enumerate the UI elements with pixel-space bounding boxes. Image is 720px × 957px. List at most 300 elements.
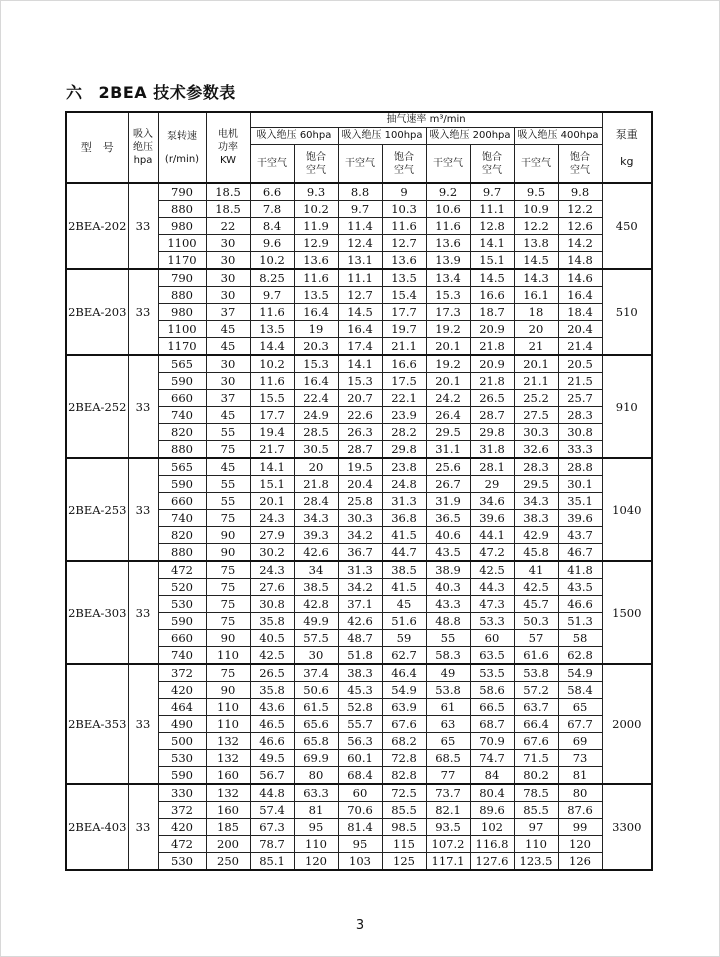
pump-weight: 450 xyxy=(602,183,652,269)
table-cell: 11.6 xyxy=(250,304,294,321)
table-cell: 372 xyxy=(158,664,206,682)
table-cell: 14.4 xyxy=(250,338,294,356)
header-weight: 泵重 kg xyxy=(602,112,652,183)
table-cell: 125 xyxy=(382,853,426,871)
suction-pressure: 33 xyxy=(128,355,158,458)
table-cell: 10.2 xyxy=(250,252,294,270)
table-cell: 75 xyxy=(206,613,250,630)
table-cell: 77 xyxy=(426,767,470,785)
table-cell: 45.8 xyxy=(514,544,558,562)
table-cell: 472 xyxy=(158,561,206,579)
table-cell: 22.1 xyxy=(382,390,426,407)
table-cell: 590 xyxy=(158,767,206,785)
table-cell: 37 xyxy=(206,304,250,321)
table-cell: 43.7 xyxy=(558,527,602,544)
table-cell: 21.8 xyxy=(294,476,338,493)
table-cell: 28.7 xyxy=(470,407,514,424)
table-cell: 26.7 xyxy=(426,476,470,493)
table-cell: 55.7 xyxy=(338,716,382,733)
table-cell: 27.9 xyxy=(250,527,294,544)
table-cell: 39.6 xyxy=(470,510,514,527)
model-name: 2BEA-403 xyxy=(66,784,128,870)
table-cell: 26.5 xyxy=(470,390,514,407)
table-cell: 51.3 xyxy=(558,613,602,630)
table-cell: 46.7 xyxy=(558,544,602,562)
table-cell: 14.5 xyxy=(338,304,382,321)
table-cell: 23.8 xyxy=(382,458,426,476)
table-cell: 81.4 xyxy=(338,819,382,836)
table-cell: 55 xyxy=(206,424,250,441)
table-cell: 490 xyxy=(158,716,206,733)
table-cell: 15.3 xyxy=(294,355,338,373)
table-cell: 16.1 xyxy=(514,287,558,304)
table-cell: 30 xyxy=(206,373,250,390)
table-cell: 24.9 xyxy=(294,407,338,424)
table-cell: 41.5 xyxy=(382,579,426,596)
table-cell: 22.6 xyxy=(338,407,382,424)
table-cell: 110 xyxy=(206,716,250,733)
table-cell: 85.5 xyxy=(514,802,558,819)
section-number: 六 xyxy=(66,83,83,102)
table-cell: 820 xyxy=(158,527,206,544)
table-cell: 60.1 xyxy=(338,750,382,767)
table-cell: 21.1 xyxy=(514,373,558,390)
table-cell: 880 xyxy=(158,441,206,459)
table-cell: 45 xyxy=(206,338,250,356)
table-cell: 58.6 xyxy=(470,682,514,699)
table-cell: 44.1 xyxy=(470,527,514,544)
table-cell: 34.2 xyxy=(338,527,382,544)
table-cell: 63.5 xyxy=(470,647,514,665)
table-cell: 44.8 xyxy=(250,784,294,802)
table-cell: 160 xyxy=(206,802,250,819)
table-cell: 21.1 xyxy=(382,338,426,356)
table-cell: 9.3 xyxy=(294,183,338,201)
table-cell: 110 xyxy=(206,647,250,665)
table-cell: 41.5 xyxy=(382,527,426,544)
table-cell: 18.4 xyxy=(558,304,602,321)
table-cell: 65.6 xyxy=(294,716,338,733)
table-cell: 59 xyxy=(382,630,426,647)
table-cell: 14.5 xyxy=(470,269,514,287)
table-cell: 57.5 xyxy=(294,630,338,647)
table-cell: 12.2 xyxy=(514,218,558,235)
page-number: 3 xyxy=(355,918,365,933)
table-cell: 28.4 xyxy=(294,493,338,510)
table-cell: 980 xyxy=(158,304,206,321)
table-cell: 56.7 xyxy=(250,767,294,785)
table-cell: 520 xyxy=(158,579,206,596)
table-cell: 45 xyxy=(382,596,426,613)
table-cell: 95 xyxy=(294,819,338,836)
table-cell: 102 xyxy=(470,819,514,836)
table-cell: 464 xyxy=(158,699,206,716)
table-cell: 20.3 xyxy=(294,338,338,356)
table-cell: 14.1 xyxy=(338,355,382,373)
table-cell: 49.9 xyxy=(294,613,338,630)
table-cell: 21.5 xyxy=(558,373,602,390)
table-cell: 372 xyxy=(158,802,206,819)
table-row xyxy=(66,355,652,373)
table-cell: 37.1 xyxy=(338,596,382,613)
table-cell: 110 xyxy=(514,836,558,853)
table-cell: 30 xyxy=(294,647,338,665)
table-cell: 21.7 xyxy=(250,441,294,459)
table-cell: 40.6 xyxy=(426,527,470,544)
table-cell: 26.3 xyxy=(338,424,382,441)
table-cell: 55 xyxy=(206,476,250,493)
table-cell: 37 xyxy=(206,390,250,407)
header-saturated-air: 饱合 空气 xyxy=(382,145,426,184)
table-cell: 11.6 xyxy=(382,218,426,235)
table-cell: 82.1 xyxy=(426,802,470,819)
table-cell: 55 xyxy=(426,630,470,647)
table-cell: 34.2 xyxy=(338,579,382,596)
table-cell: 15.4 xyxy=(382,287,426,304)
table-cell: 30.8 xyxy=(558,424,602,441)
table-cell: 8.4 xyxy=(250,218,294,235)
table-cell: 16.4 xyxy=(294,304,338,321)
header-dry-air: 干空气 xyxy=(426,145,470,184)
table-cell: 53.3 xyxy=(470,613,514,630)
table-cell: 15.3 xyxy=(426,287,470,304)
table-cell: 15.5 xyxy=(250,390,294,407)
table-cell: 160 xyxy=(206,767,250,785)
table-cell: 38.5 xyxy=(382,561,426,579)
table-cell: 14.1 xyxy=(470,235,514,252)
table-cell: 57 xyxy=(514,630,558,647)
header-motor-power: 电机 功率 KW xyxy=(206,112,250,183)
table-cell: 63 xyxy=(426,716,470,733)
table-cell: 66.4 xyxy=(514,716,558,733)
table-row xyxy=(66,664,652,682)
table-cell: 28.1 xyxy=(470,458,514,476)
table-cell: 81 xyxy=(294,802,338,819)
table-cell: 30 xyxy=(206,235,250,252)
pump-weight: 1040 xyxy=(602,458,652,561)
table-row xyxy=(66,458,652,476)
table-cell: 39.6 xyxy=(558,510,602,527)
table-cell: 19.5 xyxy=(338,458,382,476)
table-cell: 30.3 xyxy=(514,424,558,441)
table-cell: 8.25 xyxy=(250,269,294,287)
table-cell: 97 xyxy=(514,819,558,836)
table-cell: 80.4 xyxy=(470,784,514,802)
table-cell: 565 xyxy=(158,458,206,476)
table-cell: 17.3 xyxy=(426,304,470,321)
table-row xyxy=(66,183,652,201)
table-cell: 51.8 xyxy=(338,647,382,665)
table-cell: 28.3 xyxy=(558,407,602,424)
table-cell: 330 xyxy=(158,784,206,802)
table-cell: 63.9 xyxy=(382,699,426,716)
table-cell: 29 xyxy=(470,476,514,493)
table-cell: 25.2 xyxy=(514,390,558,407)
header-suction-pressure: 吸入 绝压 hpa xyxy=(128,112,158,183)
table-cell: 70.9 xyxy=(470,733,514,750)
table-cell: 35.8 xyxy=(250,682,294,699)
table-cell: 69.9 xyxy=(294,750,338,767)
section-title: 2BEA 技术参数表 xyxy=(98,83,236,102)
table-cell: 53.5 xyxy=(470,664,514,682)
table-cell: 40.5 xyxy=(250,630,294,647)
table-cell: 26.4 xyxy=(426,407,470,424)
table-cell: 9.2 xyxy=(426,183,470,201)
table-cell: 420 xyxy=(158,819,206,836)
suction-pressure: 33 xyxy=(128,784,158,870)
header-pressure-100: 吸入绝压 100hpa xyxy=(338,128,426,145)
table-cell: 67.3 xyxy=(250,819,294,836)
table-cell: 34.3 xyxy=(294,510,338,527)
table-cell: 25.8 xyxy=(338,493,382,510)
table-cell: 30 xyxy=(206,269,250,287)
table-cell: 24.3 xyxy=(250,561,294,579)
table-cell: 660 xyxy=(158,390,206,407)
pump-weight: 2000 xyxy=(602,664,652,784)
spec-table-body xyxy=(66,183,652,870)
table-cell: 40.3 xyxy=(426,579,470,596)
table-cell: 55 xyxy=(206,493,250,510)
table-cell: 17.7 xyxy=(382,304,426,321)
table-cell: 20.7 xyxy=(338,390,382,407)
table-cell: 22 xyxy=(206,218,250,235)
pump-weight: 3300 xyxy=(602,784,652,870)
table-cell: 740 xyxy=(158,510,206,527)
table-cell: 36.8 xyxy=(382,510,426,527)
table-cell: 43.6 xyxy=(250,699,294,716)
table-cell: 47.2 xyxy=(470,544,514,562)
table-cell: 42.5 xyxy=(514,579,558,596)
table-cell: 65 xyxy=(558,699,602,716)
table-cell: 13.5 xyxy=(250,321,294,338)
table-cell: 65 xyxy=(426,733,470,750)
table-cell: 71.5 xyxy=(514,750,558,767)
table-cell: 89.6 xyxy=(470,802,514,819)
table-cell: 590 xyxy=(158,476,206,493)
table-cell: 1100 xyxy=(158,235,206,252)
table-cell: 75 xyxy=(206,510,250,527)
table-cell: 126 xyxy=(558,853,602,871)
table-cell: 85.1 xyxy=(250,853,294,871)
table-cell: 24.2 xyxy=(426,390,470,407)
table-cell: 18.5 xyxy=(206,201,250,218)
table-cell: 63.7 xyxy=(514,699,558,716)
table-cell: 117.1 xyxy=(426,853,470,871)
header-pumping-rate: 抽气速率 m³/min xyxy=(250,112,602,128)
spec-table xyxy=(65,111,653,871)
table-cell: 65.8 xyxy=(294,733,338,750)
table-cell: 472 xyxy=(158,836,206,853)
table-cell: 78.7 xyxy=(250,836,294,853)
table-cell: 9.6 xyxy=(250,235,294,252)
table-cell: 63.3 xyxy=(294,784,338,802)
table-cell: 30.5 xyxy=(294,441,338,459)
table-cell: 12.6 xyxy=(558,218,602,235)
table-cell: 62.8 xyxy=(558,647,602,665)
header-saturated-air: 饱合 空气 xyxy=(470,145,514,184)
table-row xyxy=(66,561,652,579)
table-cell: 13.4 xyxy=(426,269,470,287)
table-cell: 80.2 xyxy=(514,767,558,785)
table-cell: 68.4 xyxy=(338,767,382,785)
table-cell: 20.4 xyxy=(338,476,382,493)
table-cell: 103 xyxy=(338,853,382,871)
table-cell: 45 xyxy=(206,458,250,476)
table-cell: 590 xyxy=(158,613,206,630)
table-cell: 90 xyxy=(206,630,250,647)
table-cell: 49 xyxy=(426,664,470,682)
table-cell: 30.8 xyxy=(250,596,294,613)
header-pressure-60: 吸入绝压 60hpa xyxy=(250,128,338,145)
table-cell: 50.6 xyxy=(294,682,338,699)
table-cell: 16.4 xyxy=(558,287,602,304)
suction-pressure: 33 xyxy=(128,664,158,784)
table-cell: 50.3 xyxy=(514,613,558,630)
table-cell: 46.4 xyxy=(382,664,426,682)
table-cell: 52.8 xyxy=(338,699,382,716)
table-cell: 12.7 xyxy=(338,287,382,304)
table-cell: 110 xyxy=(294,836,338,853)
table-cell: 6.6 xyxy=(250,183,294,201)
suction-pressure: 33 xyxy=(128,458,158,561)
suction-pressure: 33 xyxy=(128,269,158,355)
table-cell: 45.3 xyxy=(338,682,382,699)
header-dry-air: 干空气 xyxy=(514,145,558,184)
table-cell: 38.9 xyxy=(426,561,470,579)
table-cell: 19.7 xyxy=(382,321,426,338)
table-cell: 31.3 xyxy=(338,561,382,579)
model-name: 2BEA-303 xyxy=(66,561,128,664)
table-cell: 790 xyxy=(158,269,206,287)
table-cell: 18.7 xyxy=(470,304,514,321)
table-cell: 62.7 xyxy=(382,647,426,665)
table-cell: 29.5 xyxy=(426,424,470,441)
table-cell: 14.6 xyxy=(558,269,602,287)
table-cell: 87.6 xyxy=(558,802,602,819)
table-cell: 66.5 xyxy=(470,699,514,716)
table-cell: 31.8 xyxy=(470,441,514,459)
table-cell: 16.6 xyxy=(382,355,426,373)
table-cell: 15.3 xyxy=(338,373,382,390)
section-heading xyxy=(66,80,236,103)
table-cell: 99 xyxy=(558,819,602,836)
table-cell: 21.8 xyxy=(470,338,514,356)
table-cell: 30.2 xyxy=(250,544,294,562)
table-cell: 1170 xyxy=(158,252,206,270)
table-cell: 14.2 xyxy=(558,235,602,252)
table-cell: 61.5 xyxy=(294,699,338,716)
table-cell: 10.6 xyxy=(426,201,470,218)
header-model: 型 号 xyxy=(66,112,128,183)
table-cell: 30 xyxy=(206,287,250,304)
table-cell: 29.5 xyxy=(514,476,558,493)
table-cell: 72.8 xyxy=(382,750,426,767)
table-cell: 9.8 xyxy=(558,183,602,201)
table-cell: 185 xyxy=(206,819,250,836)
table-cell: 20.4 xyxy=(558,321,602,338)
table-cell: 14.5 xyxy=(514,252,558,270)
table-cell: 57.4 xyxy=(250,802,294,819)
table-cell: 23.9 xyxy=(382,407,426,424)
table-cell: 27.5 xyxy=(514,407,558,424)
table-cell: 20.1 xyxy=(426,373,470,390)
pump-weight: 910 xyxy=(602,355,652,458)
table-cell: 28.2 xyxy=(382,424,426,441)
table-cell: 30 xyxy=(206,355,250,373)
table-cell: 19.2 xyxy=(426,321,470,338)
header-dry-air: 干空气 xyxy=(338,145,382,184)
table-cell: 49.5 xyxy=(250,750,294,767)
table-cell: 660 xyxy=(158,493,206,510)
table-cell: 16.4 xyxy=(338,321,382,338)
table-cell: 19 xyxy=(294,321,338,338)
table-cell: 20 xyxy=(514,321,558,338)
model-name: 2BEA-203 xyxy=(66,269,128,355)
table-cell: 250 xyxy=(206,853,250,871)
table-cell: 9 xyxy=(382,183,426,201)
table-cell: 68.2 xyxy=(382,733,426,750)
table-cell: 25.7 xyxy=(558,390,602,407)
table-cell: 98.5 xyxy=(382,819,426,836)
table-cell: 132 xyxy=(206,733,250,750)
table-cell: 20.1 xyxy=(426,338,470,356)
table-cell: 73 xyxy=(558,750,602,767)
table-cell: 45 xyxy=(206,407,250,424)
table-cell: 37.4 xyxy=(294,664,338,682)
table-row xyxy=(66,269,652,287)
table-cell: 31.9 xyxy=(426,493,470,510)
table-cell: 75 xyxy=(206,441,250,459)
table-cell: 29.8 xyxy=(470,424,514,441)
table-cell: 72.5 xyxy=(382,784,426,802)
table-cell: 18 xyxy=(514,304,558,321)
table-cell: 80 xyxy=(294,767,338,785)
model-name: 2BEA-202 xyxy=(66,183,128,269)
table-cell: 20.9 xyxy=(470,355,514,373)
table-cell: 44.7 xyxy=(382,544,426,562)
table-cell: 127.6 xyxy=(470,853,514,871)
table-cell: 20.9 xyxy=(470,321,514,338)
table-cell: 35.8 xyxy=(250,613,294,630)
table-cell: 10.3 xyxy=(382,201,426,218)
table-cell: 11.1 xyxy=(470,201,514,218)
table-cell: 12.8 xyxy=(470,218,514,235)
table-cell: 47.3 xyxy=(470,596,514,613)
table-cell: 48.7 xyxy=(338,630,382,647)
table-cell: 58.3 xyxy=(426,647,470,665)
table-cell: 75 xyxy=(206,561,250,579)
table-cell: 10.2 xyxy=(250,355,294,373)
table-cell: 42.9 xyxy=(514,527,558,544)
table-cell: 67.7 xyxy=(558,716,602,733)
table-cell: 120 xyxy=(294,853,338,871)
table-cell: 30.1 xyxy=(558,476,602,493)
table-cell: 110 xyxy=(206,699,250,716)
table-cell: 68.7 xyxy=(470,716,514,733)
table-cell: 46.5 xyxy=(250,716,294,733)
table-cell: 81 xyxy=(558,767,602,785)
table-cell: 38.3 xyxy=(514,510,558,527)
model-name: 2BEA-253 xyxy=(66,458,128,561)
table-cell: 74.7 xyxy=(470,750,514,767)
table-cell: 53.8 xyxy=(514,664,558,682)
pump-weight: 1500 xyxy=(602,561,652,664)
table-cell: 13.5 xyxy=(382,269,426,287)
table-cell: 20 xyxy=(294,458,338,476)
table-cell: 18.5 xyxy=(206,183,250,201)
table-cell: 11.6 xyxy=(426,218,470,235)
table-cell: 57.2 xyxy=(514,682,558,699)
